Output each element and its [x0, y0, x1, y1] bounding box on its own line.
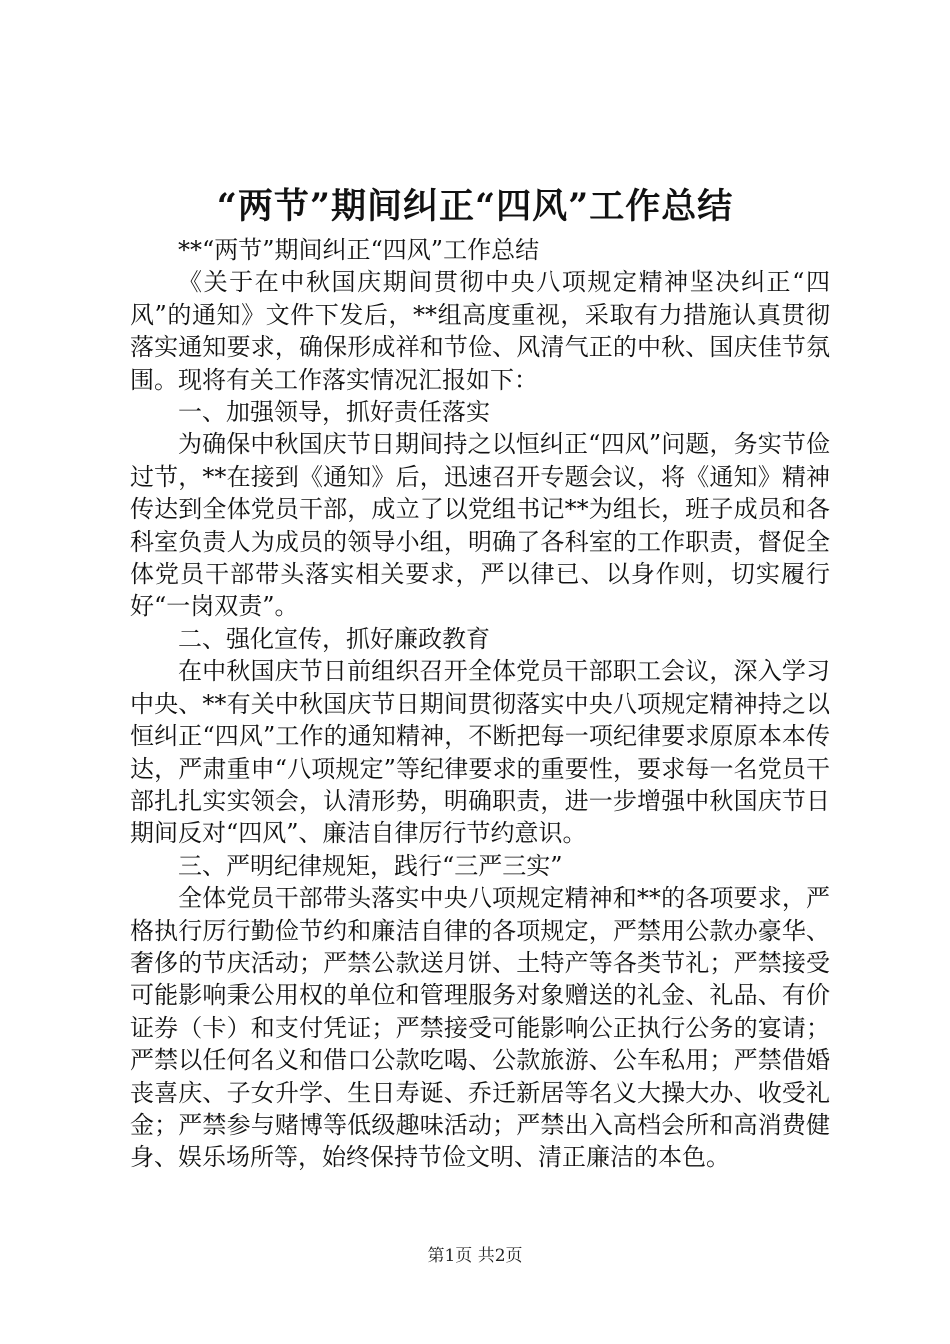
section-heading-2: 二、强化宣传，抓好廉政教育 — [178, 624, 490, 653]
section-heading-1: 一、加强领导，抓好责任落实 — [178, 398, 490, 427]
section-paragraph-3: 全体党员干部带头落实中央八项规定精神和**的各项要求，严格执行厉行勤俭节约和廉洁自律的各项规定，严禁用公款办豪华、奢侈的节庆活动；严禁公款送月饼、土特产等各类节礼；严禁接受可能影响秉公用权的单位和管理服务对象赠送的礼金、礼品、有价证券（卡）和支付凭证；严禁接受可能影响公正执行公务的宴请；严禁以任何名义和借口公款吃喝、公款旅游、公车私用；严禁借婚丧喜庆、子女升学、生日寿诞、乔迁新居等名义大操大办、收受礼金；严禁参与赌博等低级趣味活动；严禁出入高档会所和高消费健身、娱乐场所等，始终保持节俭文明、清正廉洁的本色。 — [130, 884, 830, 1172]
intro-paragraph: 《关于在中秋国庆期间贯彻中央八项规定精神坚决纠正“四风”的通知》文件下发后，**组高度重视，采取有力措施认真贯彻落实通知要求，确保形成祥和节俭、风清气正的中秋、国庆佳节氛围。现将有关工作落实情况汇报如下： — [130, 268, 830, 394]
section-paragraph-1: 为确保中秋国庆节日期间持之以恒纠正“四风”问题，务实节俭过节，**在接到《通知》后，迅速召开专题会议，将《通知》精神传达到全体党员干部，成立了以党组书记**为组长，班子成员和各科室负责人为成员的领导小组，明确了各科室的工作职责，督促全体党员干部带头落实相关要求，严以律已、以身作则，切实履行好“一岗双责”。 — [130, 430, 830, 621]
page-number-footer: 第1页 共2页 — [427, 1246, 523, 1266]
document-body — [130, 234, 830, 1174]
document-title: “两节”期间纠正“四风”工作总结 — [216, 186, 734, 227]
document-subtitle: **“两节”期间纠正“四风”工作总结 — [178, 236, 540, 264]
section-heading-3: 三、严明纪律规矩，践行“三严三实” — [178, 851, 563, 880]
section-paragraph-2: 在中秋国庆节日前组织召开全体党员干部职工会议，深入学习中央、**有关中秋国庆节日期间贯彻落实中央八项规定精神持之以恒纠正“四风”工作的通知精神，不断把每一项纪律要求原原本本传达，严肃重申“八项规定”等纪律要求的重要性，要求每一名党员干部扎扎实实领会，认清形势，明确职责，进一步增强中秋国庆节日期间反对“四风”、廉洁自律厉行节约意识。 — [130, 657, 830, 848]
